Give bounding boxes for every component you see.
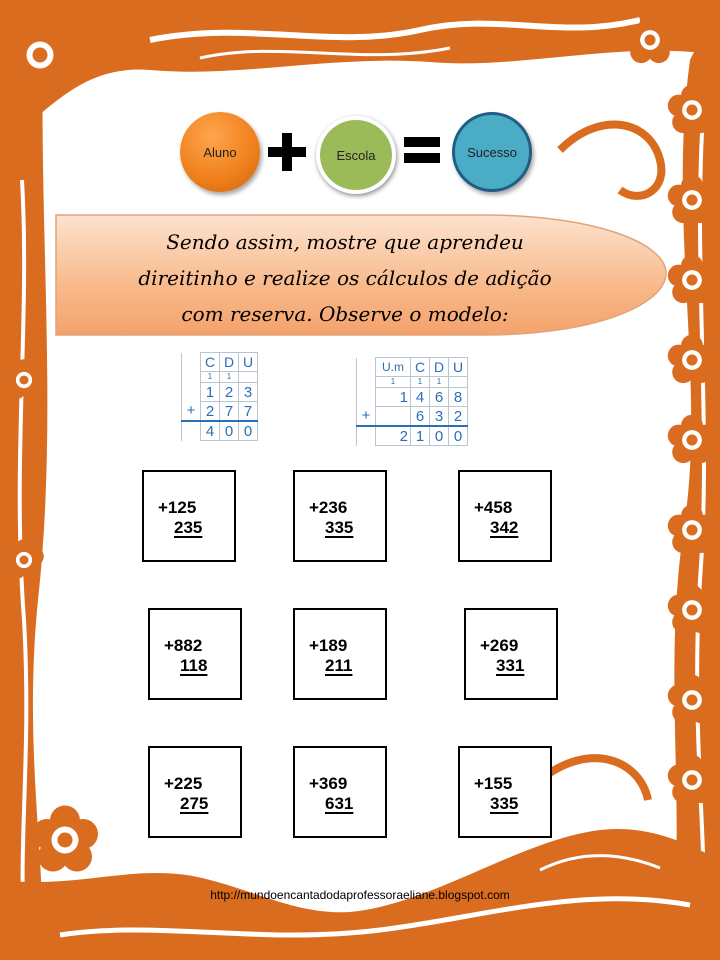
header-cell: D: [430, 358, 449, 377]
instruction-line-2: direitinho e realize os cálculos de adição: [138, 266, 552, 290]
exercise-box: [293, 608, 387, 700]
carry-cell: 1: [201, 372, 220, 383]
escola-circle: [316, 116, 396, 194]
addend-bottom: 331: [496, 656, 525, 675]
digit-cell: 3: [430, 407, 449, 427]
sign-cell: [182, 353, 201, 372]
header-cell: C: [411, 358, 430, 377]
exercise-box: [142, 470, 236, 562]
result-cell: 0: [449, 426, 468, 446]
exercise-box: [293, 746, 387, 838]
equals-icon: [404, 137, 440, 147]
instruction-line-3: com reserva. Observe o modelo:: [181, 302, 509, 326]
sucesso-circle: [452, 112, 532, 192]
plus-icon-bar: [268, 147, 306, 157]
addend-bottom: 335: [490, 794, 519, 813]
carry-cell: 1: [411, 377, 430, 388]
aluno-circle: [180, 112, 260, 192]
carry-cell: [239, 372, 258, 383]
result-cell: 2: [376, 426, 411, 446]
addend-top: +225: [164, 774, 203, 793]
result-cell: 0: [430, 426, 449, 446]
carry-cell: 1: [376, 377, 411, 388]
exercise-box: [464, 608, 558, 700]
digit-cell: 6: [411, 407, 430, 427]
model-table-2: [356, 357, 468, 446]
model-table-1: [181, 352, 258, 441]
plus-sign: +: [182, 402, 201, 422]
sucesso-label: Sucesso: [467, 144, 517, 160]
instruction-line-1: Sendo assim, mostre que aprendeu: [166, 230, 524, 254]
header-cell: C: [201, 353, 220, 372]
digit-cell: 7: [239, 402, 258, 422]
instructions-text: [70, 224, 620, 332]
addend-bottom: 335: [325, 518, 354, 537]
header-cell: U.m: [376, 358, 411, 377]
plus-sign: +: [357, 407, 376, 427]
addend-bottom: 211: [325, 656, 353, 675]
result-cell: 0: [220, 421, 239, 441]
sign-cell: [357, 358, 376, 377]
addend-top: +882: [164, 636, 203, 655]
digit-cell: 2: [201, 402, 220, 422]
footer-url[interactable]: http://mundoencantadodaprofessoraeliane.blogspot.com: [210, 888, 510, 902]
digit-cell: 8: [449, 388, 468, 407]
digit-cell: 1: [201, 383, 220, 402]
addend-bottom: 235: [174, 518, 203, 537]
aluno-label: Aluno: [203, 144, 237, 160]
addend-top: +189: [309, 636, 348, 655]
carry-cell: [449, 377, 468, 388]
exercise-box: [293, 470, 387, 562]
addend-top: +458: [474, 498, 513, 517]
exercise-box: [148, 608, 242, 700]
addend-top: +155: [474, 774, 513, 793]
addend-bottom: 631: [325, 794, 354, 813]
digit-cell: [376, 407, 411, 427]
digit-cell: 7: [220, 402, 239, 422]
header-cell: D: [220, 353, 239, 372]
addend-bottom: 275: [180, 794, 209, 813]
addend-top: +269: [480, 636, 519, 655]
addend-top: +236: [309, 498, 348, 517]
exercise-box: [458, 470, 552, 562]
digit-cell: 1: [376, 388, 411, 407]
result-cell: 4: [201, 421, 220, 441]
addend-top: +369: [309, 774, 348, 793]
addend-bottom: 342: [490, 518, 519, 537]
escola-label: Escola: [336, 147, 376, 163]
header-cell: U: [239, 353, 258, 372]
result-cell: 1: [411, 426, 430, 446]
exercise-box: [148, 746, 242, 838]
equals-icon-bar: [404, 153, 440, 163]
digit-cell: 4: [411, 388, 430, 407]
carry-cell: 1: [430, 377, 449, 388]
digit-cell: 2: [449, 407, 468, 427]
digit-cell: 6: [430, 388, 449, 407]
digit-cell: 2: [220, 383, 239, 402]
addend-top: +125: [158, 498, 197, 517]
result-cell: 0: [239, 421, 258, 441]
digit-cell: 3: [239, 383, 258, 402]
exercise-box: [458, 746, 552, 838]
header-cell: U: [449, 358, 468, 377]
addend-bottom: 118: [180, 656, 208, 675]
carry-cell: 1: [220, 372, 239, 383]
